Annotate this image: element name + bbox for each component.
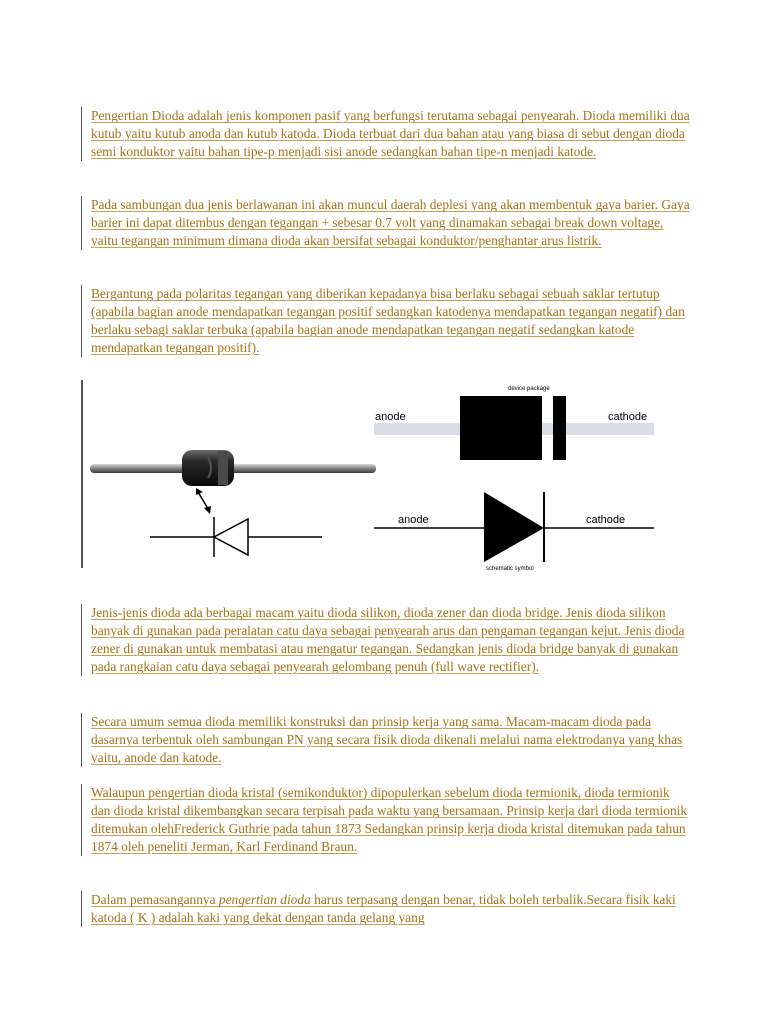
schematic-symbol-caption: schematic symbol [486,566,534,572]
paragraph-jenis-dioda [81,604,691,676]
diode-schematic [372,380,662,580]
paragraph-pengertian [81,107,691,161]
paragraph-link-term: pengertian dioda [218,892,311,908]
anode-label-bottom: anode [398,514,429,526]
paragraph-text: Pada sambungan dua jenis berlawanan ini akan muncul daerah deplesi yang akan membentuk gaya barier. Gaya barier ini dapat ditembus dengan tegangan + sebesar 0.7 volt yang dinamakan sebagai break down voltage, yaitu tegangan minimum dimana dioda akan bersifat sebagai konduktor/penghantar arus listrik. [91,197,690,249]
device-package-label: device package [508,386,550,392]
paragraph-text: Walaupun pengertian dioda kristal (semikonduktor) dipopulerkan sebelum dioda termionik, dioda termionik dan dioda kristal dikembangkan secara terpisah pada waktu yang bersamaan. Prinsip kerja dari dioda termionik ditemukan olehFrederick Guthrie pada tahun 1873 Sedangkan prinsip kerja dioda kristal ditemukan pada tahun 1874 oleh peneliti Jerman, Karl Ferdinand Braun. [91,785,688,855]
diode-cathode-band [218,451,228,485]
cathode-label-top: cathode [608,411,648,423]
paragraph-konstruksi [81,713,691,767]
paragraph-text: Jenis-jenis dioda ada berbagai macam yaitu dioda silikon, dioda zener dan dioda bridge. Jenis dioda silikon banyak di gunakan pada peralatan catu daya sebagai penyearah arus dan pengaman tegangan kejut. Jenis dioda zener di gunakan untuk membatasi atau mengatur tegangan. Sedangkan jenis dioda bridge banyak di gunakan pada rangkaian catu daya sebagai penyearah gelombang penuh (full wave rectifier). [91,605,685,675]
paragraph-text-end: harus terpasang dengan benar, tidak boleh terbalik.Secara fisik kaki katoda ( K ) adalah kaki yang dekat dengan tanda gelang yang [91,892,676,926]
paragraph-text: Secara umum semua dioda memiliki konstruksi dan prinsip kerja yang sama. Macam-macam dioda pada dasarnya terbentuk oleh sambungan PN yang secara fisik dioda dikenali melalui nama elektrodanya yang khas yaitu, anode dan katode. [91,714,683,766]
symbol-triangle [214,519,248,555]
anode-label-top: anode [375,411,406,423]
symbol-triangle [484,492,544,562]
package-body [460,396,542,460]
figure-margin-bar [81,380,83,568]
package-cathode-band [553,396,566,460]
pointer-arrow-head [204,506,211,514]
paragraph-deplesi [81,196,691,250]
paragraph-text-start: Dalam pemasangannya [91,892,219,908]
paragraph-pemasangan [81,891,691,927]
cathode-label-bottom: cathode [586,514,626,526]
paragraph-polaritas [81,285,691,357]
paragraph-text: Pengertian Dioda adalah jenis komponen pasif yang berfungsi terutama sebagai penyearah. Dioda memiliki dua kutub yaitu kutub anoda dan kutub katoda. Dioda terbuat dari dua bahan atau yang biasa di sebut dengan dioda semi konduktor yaitu bahan tipe-p menjadi sisi anode sedangkan bahan tipe-n menjadi katode. [91,108,690,160]
diode-photo [90,384,376,564]
paragraph-sejarah [81,784,691,856]
paragraph-text: Bergantung pada polaritas tegangan yang diberikan kepadanya bisa berlaku sebagai sebuah saklar tertutup (apabila bagian anode mendapatkan tegangan positif sedangkan katodenya mendapatkan tegangan negatif) dan berlaku sebagi saklar terbuka (apabila bagian anode mendapatkan tegangan negatif sedangkan katode mendapatkan tegangan positif). [91,286,685,356]
paragraph-text [91,892,676,925]
